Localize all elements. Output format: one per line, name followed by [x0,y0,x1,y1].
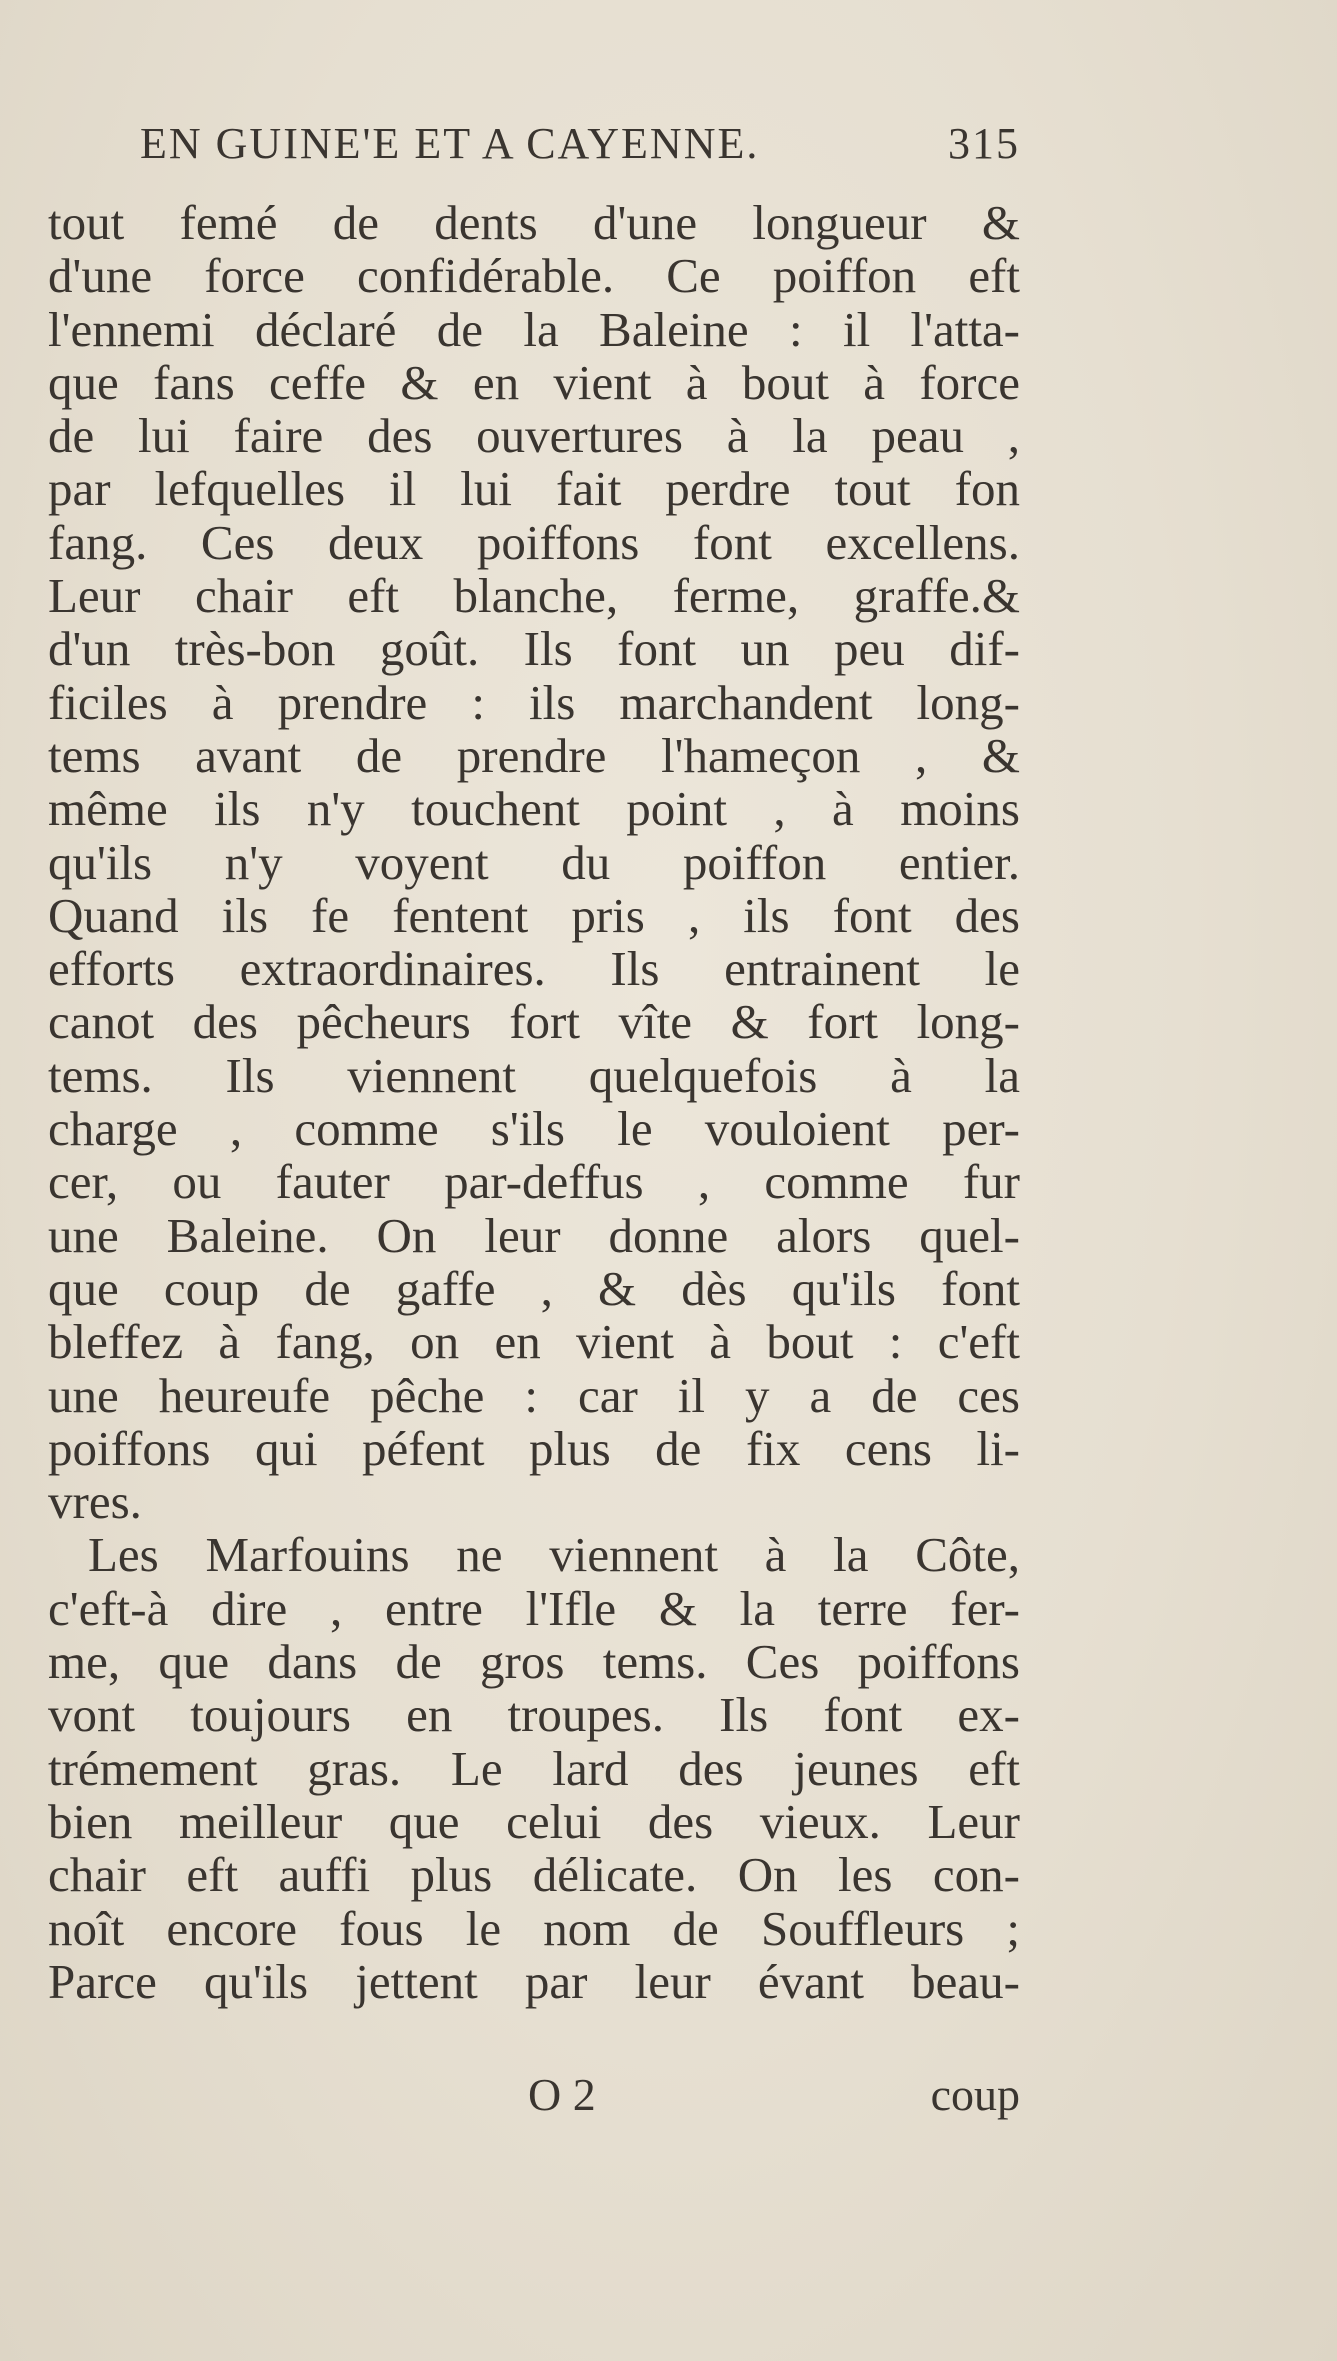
text-line: tout femé de dents d'une longueur & [48,195,1020,250]
text-line: d'un très-bon goût. Ils font un peu dif- [48,621,1020,677]
text-line: Parce qu'ils jettent par leur évant beau- [48,1953,1020,2009]
text-line: d'une force confidérable. Ce poiffon eft [48,248,1020,304]
catchword: coup [930,2069,1020,2120]
text-line: trémement gras. Le lard des jeunes eft [48,1740,1020,1796]
text-line: même ils n'y touchent point , à moins [48,781,1020,837]
text-line: que coup de gaffe , & dès qu'ils font [48,1260,1020,1316]
body-text [48,196,1020,2008]
text-line: de lui faire des ouvertures à la peau , [48,408,1020,464]
text-line: efforts extraordinaires. Ils entrainent le [48,941,1020,997]
page-number: 315 [948,119,1020,168]
text-line: chair eft auffi plus délicate. On les con- [48,1847,1020,1903]
text-line: tems avant de prendre l'hameçon , & [48,727,1020,783]
text-line: qu'ils n'y voyent du poiffon entier. [48,834,1020,890]
running-head [140,118,1020,178]
text-line: noît encore fous le nom de Souffleurs ; [48,1900,1020,1956]
text-line: ficiles à prendre : ils marchandent long- [48,674,1020,730]
text-line: c'eft-à dire , entre l'Ifle & la terre fer- [48,1580,1020,1636]
text-line: Leur chair eft blanche, ferme, graffe.& [48,568,1020,624]
text-line: charge , comme s'ils le vouloient per- [48,1101,1020,1157]
text-line: une heureufe pêche : car il y a de ces [48,1367,1020,1423]
text-line: l'ennemi déclaré de la Baleine : il l'atta- [48,301,1020,357]
text-line: fang. Ces deux poiffons font excellens. [48,514,1020,570]
text-line: canot des pêcheurs fort vîte & fort long- [48,994,1020,1050]
text-line: par lefquelles il lui fait perdre tout fon [48,461,1020,517]
text-line: vres. [48,1474,142,1530]
text-line: tems. Ils viennent quelquefois à la [48,1047,1020,1103]
running-title: EN GUINE'E ET A CAYENNE. [140,119,760,168]
page-footer [48,2068,1020,2123]
text-line: bien meilleur que celui des vieux. Leur [48,1793,1020,1849]
text-line: cer, ou fauter par-deffus , comme fur [48,1154,1020,1210]
text-line: poiffons qui péfent plus de fix cens li- [48,1420,1020,1476]
text-line: Les Marfouins ne viennent à la Côte, [88,1527,1020,1583]
text-line: que fans ceffe & en vient à bout à force [48,354,1020,410]
text-line: bleffez à fang, on en vient à bout : c'eft [48,1314,1020,1370]
signature-mark: O 2 [528,2069,596,2120]
text-line: me, que dans de gros tems. Ces poiffons [48,1634,1020,1690]
text-line: vont toujours en troupes. Ils font ex- [48,1687,1020,1743]
text-line: Quand ils fe fentent pris , ils font des [48,887,1020,943]
text-line: une Baleine. On leur donne alors quel- [48,1207,1020,1263]
